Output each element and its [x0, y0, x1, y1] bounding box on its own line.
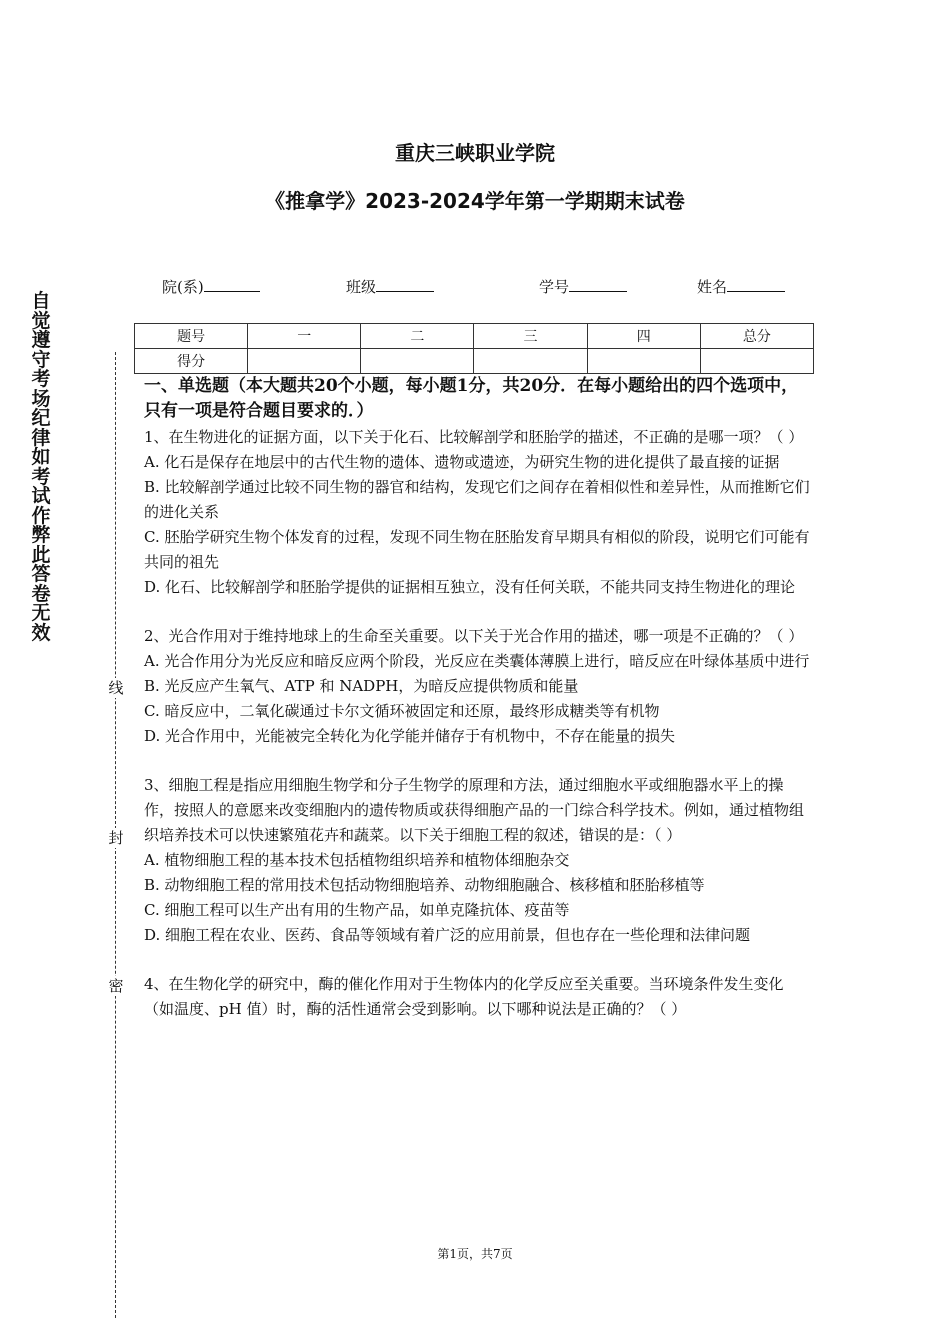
score-table-header-row [135, 324, 814, 349]
option-c: C. 细胞工程可以生产出有用的生物产品，如单克隆抗体、疫苗等 [144, 901, 570, 919]
option-b: B. 光反应产生氧气、ATP 和 NADPH，为暗反应提供物质和能量 [144, 677, 579, 695]
option-a: A. 化石是保存在地层中的古代生物的遗体、遗物或遗迹，为研究生物的进化提供了最直接的证据 [144, 453, 780, 471]
question-stem: 1、在生物进化的证据方面，以下关于化石、比较解剖学和胚胎学的描述，不正确的是哪一项？（ ） [144, 428, 804, 446]
option-c: C. 暗反应中，二氧化碳通过卡尔文循环被固定和还原，最终形成糖类等有机物 [144, 702, 660, 720]
side-warning-char: 觉 [31, 309, 51, 332]
score-cell[interactable] [700, 349, 813, 374]
side-warning-char: 场 [31, 387, 51, 410]
option-b: B. 动物细胞工程的常用技术包括动物细胞培养、动物细胞融合、核移植和胚胎移植等 [144, 876, 705, 894]
option-d: D. 细胞工程在农业、医药、食品等领域有着广泛的应用前景，但也存在一些伦理和法律问题 [144, 926, 751, 944]
question-stem: 4、在生物化学的研究中，酶的催化作用对于生物体内的化学反应至关重要。当环境条件发生变化（如温度、pH 值）时，酶的活性通常会受到影响。以下哪种说法是正确的？（ ） [144, 975, 784, 1018]
side-warning-char: 守 [31, 348, 51, 371]
score-table [134, 323, 814, 374]
side-warning-char: 试 [31, 485, 51, 507]
exam-content [144, 374, 812, 1046]
score-cell[interactable] [248, 349, 361, 374]
side-warning-char: 律 [31, 426, 51, 449]
section-heading: 一、单选题（本大题共20个小题，每小题1分，共20分．在每小题给出的四个选项中，只有一项是符合题目要求的．） [144, 376, 799, 421]
binding-mark-seal: 封 [106, 828, 126, 848]
side-warning-char: 如 [31, 446, 51, 468]
side-warning-char: 卷 [31, 582, 51, 605]
info-field-department [162, 276, 260, 297]
name-blank[interactable] [727, 277, 785, 292]
binding-mark-line: 线 [106, 678, 126, 698]
score-header-cell: 二 [361, 324, 474, 349]
info-label: 学号 [539, 278, 570, 296]
score-cell[interactable] [587, 349, 700, 374]
side-warning-char: 此 [31, 543, 51, 566]
side-warning-char: 纪 [31, 407, 51, 429]
option-d: D. 化石、比较解剖学和胚胎学提供的证据相互独立，没有任何关联，不能共同支持生物进化的理论 [144, 578, 796, 596]
question-4 [144, 972, 812, 1022]
question-1 [144, 425, 812, 600]
question-stem: 3、细胞工程是指应用细胞生物学和分子生物学的原理和方法，通过细胞水平或细胞器水平上的操作，按照人的意愿来改变细胞内的遗传物质或获得细胞产品的一门综合科学技术。例如，通过植物组织培养技术可以快速繁殖花卉和蔬菜。以下关于细胞工程的叙述，错误的是：（ ） [144, 776, 805, 844]
info-label: 班级 [346, 278, 377, 296]
class-blank[interactable] [376, 277, 434, 292]
page-footer: 第1页，共7页 [437, 1247, 513, 1261]
question-3 [144, 773, 812, 948]
score-cell[interactable] [474, 349, 587, 374]
option-b: B. 比较解剖学通过比较不同生物的器官和结构，发现它们之间存在着相似性和差异性，从而推断它们的进化关系 [144, 478, 810, 521]
score-row-label: 得分 [135, 349, 248, 374]
info-field-student-id [539, 276, 627, 297]
score-header-cell: 四 [587, 324, 700, 349]
exam-title: 《推拿学》2023-2024学年第一学期期末试卷 [265, 189, 685, 213]
info-field-class [346, 276, 434, 297]
binding-mark-secret: 密 [106, 976, 126, 996]
school-name: 重庆三峡职业学院 [395, 141, 555, 165]
option-c: C. 胚胎学研究生物个体发育的过程，发现不同生物在胚胎发育早期具有相似的阶段，说明它们可能有共同的祖先 [144, 528, 810, 571]
score-header-cell: 一 [248, 324, 361, 349]
department-blank[interactable] [204, 277, 260, 292]
info-label: 姓名 [697, 278, 728, 296]
option-a: A. 植物细胞工程的基本技术包括植物组织培养和植物体细胞杂交 [144, 851, 570, 869]
student-id-blank[interactable] [569, 277, 627, 292]
side-warning-char: 考 [31, 465, 51, 488]
option-d: D. 光合作用中，光能被完全转化为化学能并储存于有机物中，不存在能量的损失 [144, 727, 676, 745]
side-warning-char: 遵 [31, 329, 51, 351]
score-cell[interactable] [361, 349, 474, 374]
question-2 [144, 624, 812, 749]
side-warning-char: 作 [31, 504, 51, 527]
question-stem: 2、光合作用对于维持地球上的生命至关重要。以下关于光合作用的描述，哪一项是不正确的？（ ） [144, 627, 804, 645]
score-table-score-row [135, 349, 814, 374]
info-field-name [697, 276, 785, 297]
side-warning-char: 自 [31, 290, 51, 312]
side-warning [28, 292, 54, 643]
side-warning-char: 弊 [31, 524, 51, 546]
side-warning-char: 答 [31, 563, 51, 585]
score-header-cell: 题号 [135, 324, 248, 349]
score-header-cell: 总分 [700, 324, 813, 349]
side-warning-char: 效 [31, 621, 51, 644]
side-warning-char: 考 [31, 368, 51, 390]
option-a: A. 光合作用分为光反应和暗反应两个阶段，光反应在类囊体薄膜上进行，暗反应在叶绿体基质中进行 [144, 652, 810, 670]
score-header-cell: 三 [474, 324, 587, 349]
info-label: 院(系) [162, 278, 204, 296]
side-warning-char: 无 [31, 602, 51, 624]
